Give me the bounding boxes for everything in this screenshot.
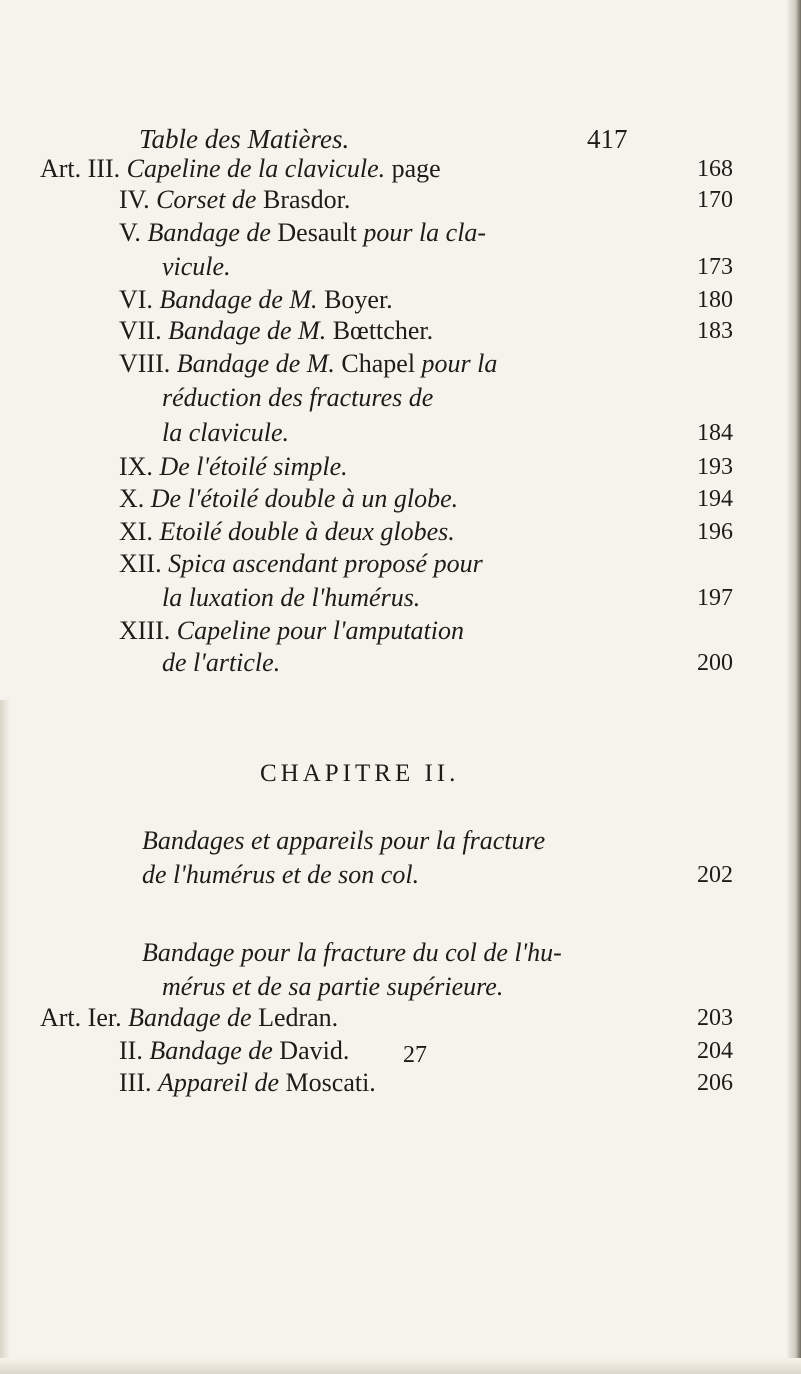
toc-entry-text: Corset de xyxy=(156,185,257,214)
toc-entry-text: Bandage de M. xyxy=(176,349,335,378)
toc-entry-number: IV. xyxy=(119,185,157,214)
article-entry-text: Appareil de xyxy=(157,1068,280,1097)
toc-page-number: 200 xyxy=(697,650,733,676)
toc-page-number: 183 xyxy=(697,318,733,344)
toc-entry-text: De l'étoilé simple. xyxy=(159,452,348,481)
toc-page-number: 193 xyxy=(697,454,733,480)
toc-page-number: 168 xyxy=(697,156,733,182)
page-gutter-shadow xyxy=(0,700,10,1374)
toc-entry-text: Capeline pour l'amputation xyxy=(176,616,464,645)
toc-entry-text: la clavicule. xyxy=(162,418,290,447)
subsection-heading-line-2: mérus et de sa partie supérieure. xyxy=(162,972,504,1001)
toc-entry xyxy=(119,285,393,315)
section-heading-line-2: de l'humérus et de son col. xyxy=(142,860,420,889)
toc-page-number: 194 xyxy=(697,486,733,512)
toc-entry-number: XII. xyxy=(119,549,169,578)
toc-entry-number: VII. xyxy=(119,316,169,345)
toc-entry xyxy=(119,517,455,547)
toc-entry xyxy=(119,549,483,579)
page-number: 417 xyxy=(587,124,628,154)
subsection-heading-line-1: Bandage pour la fracture du col de l'hu- xyxy=(142,938,562,967)
toc-entry-text: Boyer. xyxy=(317,285,393,314)
toc-entry-number: XI. xyxy=(119,517,160,546)
toc-entry xyxy=(119,452,348,482)
toc-entry-text: pour la xyxy=(421,349,498,378)
toc-page-number: 197 xyxy=(697,585,733,611)
article-entry xyxy=(119,1036,349,1066)
toc-entry-text: la luxation de l'humérus. xyxy=(162,583,421,612)
article-page-number: 206 xyxy=(697,1070,733,1096)
article-entry-text: Moscati. xyxy=(279,1068,376,1097)
toc-entry-text: Brasdor. xyxy=(256,185,351,214)
toc-entry-number: Art. III. xyxy=(40,154,127,183)
toc-entry-number: XIII. xyxy=(119,616,177,645)
toc-entry xyxy=(162,583,420,613)
toc-entry-text: Desault xyxy=(270,218,364,247)
article-entry-number: Art. Ier. xyxy=(40,1003,129,1032)
toc-entry-text: de l'article. xyxy=(162,648,281,677)
toc-entry-text: Bœttcher. xyxy=(326,316,434,345)
toc-page-number: 173 xyxy=(697,254,733,280)
toc-entry xyxy=(162,648,280,678)
page-edge xyxy=(787,0,801,1374)
toc-entry xyxy=(40,154,441,184)
toc-entry xyxy=(162,418,289,448)
toc-entry-number: VI. xyxy=(119,285,160,314)
toc-entry-text: pour la cla- xyxy=(363,218,487,247)
toc-entry-text: Bandage de M. xyxy=(168,316,327,345)
toc-entry xyxy=(119,484,458,514)
section-heading-line-1: Bandages et appareils pour la fracture xyxy=(142,826,546,855)
article-entry xyxy=(119,1068,376,1098)
toc-entry-number: X. xyxy=(119,484,151,513)
toc-entry xyxy=(119,616,464,646)
chapter-heading: CHAPITRE II. xyxy=(260,760,460,787)
article-entry-text: Bandage de xyxy=(128,1003,252,1032)
toc-entry-text: Spica ascendant proposé pour xyxy=(168,549,483,578)
toc-entry-text: Capeline de la clavicule. xyxy=(126,154,386,183)
toc-entry-number: IX. xyxy=(119,452,160,481)
article-entry xyxy=(40,1003,338,1033)
toc-page-number: 170 xyxy=(697,187,733,213)
toc-entry-text: Bandage de xyxy=(147,218,271,247)
toc-page-number: 184 xyxy=(697,420,733,446)
running-header-title: Table des Matières. xyxy=(139,124,350,154)
article-page-number: 204 xyxy=(697,1038,733,1064)
article-entry-text: David. xyxy=(272,1036,350,1065)
toc-entry-number: VIII. xyxy=(119,349,177,378)
toc-entry-text: réduction des fractures de xyxy=(162,383,434,412)
signature-mark: 27 xyxy=(403,1042,427,1068)
article-entry-text: Ledran. xyxy=(251,1003,339,1032)
toc-entry-text: Bandage de M. xyxy=(159,285,318,314)
toc-entry xyxy=(162,252,231,282)
toc-entry-text: vicule. xyxy=(162,252,231,281)
toc-entry xyxy=(162,383,433,413)
toc-entry xyxy=(119,218,486,248)
toc-entry-number: V. xyxy=(119,218,148,247)
page-bottom-shadow xyxy=(0,1358,801,1374)
toc-entry xyxy=(119,316,433,346)
toc-entry-text: Etoilé double à deux globes. xyxy=(159,517,455,546)
toc-entry-text: Chapel xyxy=(334,349,422,378)
toc-entry-text: page xyxy=(385,154,441,183)
toc-page-number: 180 xyxy=(697,287,733,313)
toc-page-number: 196 xyxy=(697,519,733,545)
article-entry-number: II. xyxy=(119,1036,150,1065)
toc-entry-text: De l'étoilé double à un globe. xyxy=(150,484,459,513)
toc-entry xyxy=(119,349,497,379)
article-page-number: 203 xyxy=(697,1005,733,1031)
section-page-number: 202 xyxy=(697,862,733,888)
article-entry-number: III. xyxy=(119,1068,158,1097)
article-entry-text: Bandage de xyxy=(149,1036,273,1065)
toc-entry xyxy=(119,185,350,215)
